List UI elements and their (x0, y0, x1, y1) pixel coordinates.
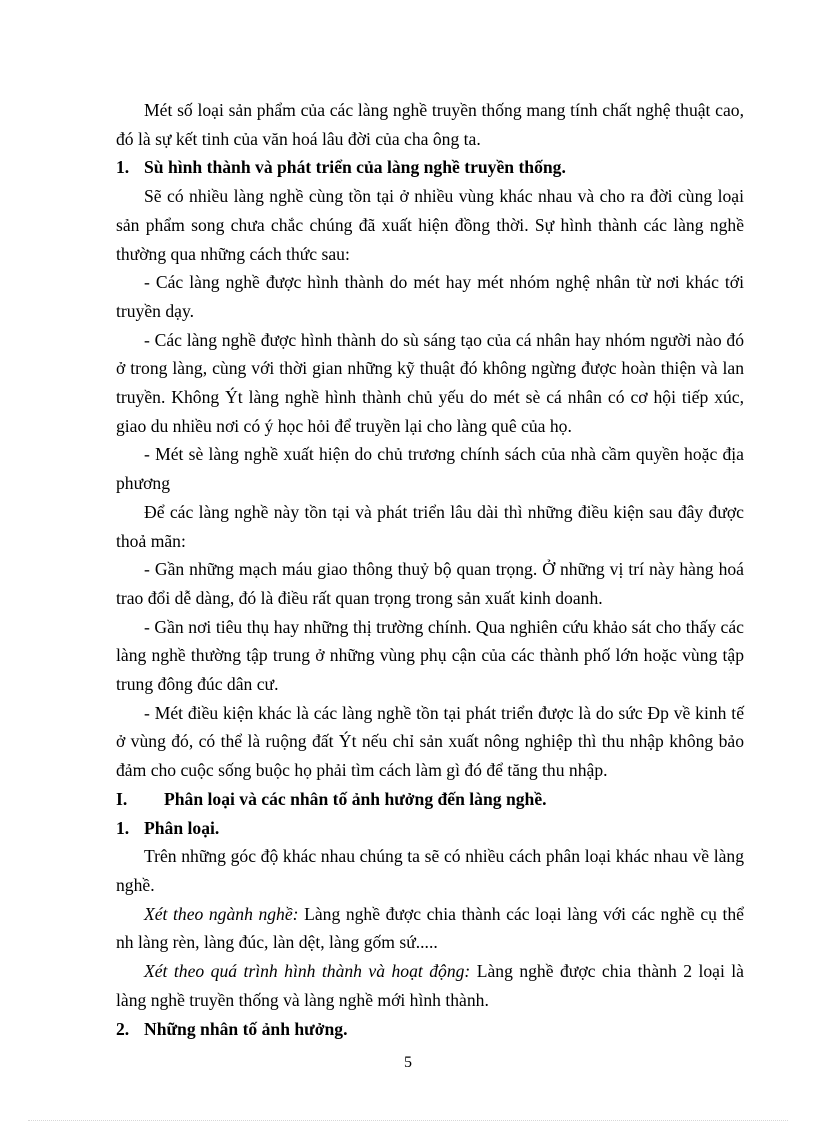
paragraph-text: Làng nghề được chia thành các loại làng với các nghề cụ thể nh làng rèn, làng đúc, làn dệt, làng gốm sứ..... (116, 903, 744, 953)
heading-number: 1. (116, 817, 130, 838)
page-border-dotted (28, 1120, 788, 1121)
paragraph-by-origin (116, 957, 744, 1014)
heading-classification (116, 814, 744, 843)
list-item: - Mét điều kiện khác là các làng nghề tồn tại phát triển được là do sức Ðp về kinh tế ở vùng đó, có thể là ruộng đất Ýt nếu chỉ sản xuất nông nghiệp thì thu nhập không bảo đảm cho cuộc sống buộc họ phải tìm cách làm gì đó để tăng thu nhập. (116, 702, 744, 781)
paragraph-text: Làng nghề được chia thành 2 loại là làng nghề truyền thống và làng nghề mới hình thành. (116, 961, 744, 1010)
heading-number: 2. (116, 1018, 130, 1039)
heading-text: Những nhân tố ảnh hưởng. (144, 1018, 348, 1039)
paragraph-intro: Mét số loại sản phẩm của các làng nghề truyền thống mang tính chất nghệ thuật cao, đó là sự kết tinh của văn hoá lâu đời của cha ông ta. (116, 100, 744, 149)
list-item: - Các làng nghề được hình thành do mét hay mét nhóm nghệ nhân từ nơi khác tới truyền dạy. (116, 272, 744, 321)
paragraph-conditions: Để các làng nghề này tồn tại và phát triển lâu dài thì những điều kiện sau đây được thoả mãn: (116, 501, 744, 551)
italic-label: Xét theo quá trình hình thành và hoạt động: (144, 961, 471, 982)
heading-text: Phân loại. (144, 817, 220, 838)
page-number: 5 (404, 1054, 412, 1071)
list-item: - Gần nơi tiêu thụ hay những thị trường chính. Qua nghiên cứu khảo sát cho thấy các làng nghề thường tập trung ở những vùng phụ cận của các thành phố lớn hoặc vùng tập trung đông đúc dân cư. (116, 616, 744, 695)
paragraph-formation: Sẽ có nhiều làng nghề cùng tồn tại ở nhiều vùng khác nhau và cho ra đời cùng loại sản phẩm song chưa chắc chúng đã xuất hiện đồng thời. Sự hình thành các làng nghề thường qua những cách thức sau: (116, 186, 744, 264)
paragraph-classification: Trên những góc độ khác nhau chúng ta sẽ có nhiều cách phân loại khác nhau về làng nghề. (116, 846, 744, 895)
heading-factors (116, 1015, 744, 1044)
heading-text: Phân loại và các nhân tố ảnh hưởng đến làng nghề. (164, 788, 547, 809)
list-item: - Gần những mạch máu giao thông thuỷ bộ quan trọng. Ở những vị trí này hàng hoá trao đổi dễ dàng, đó là điều rất quan trọng trong sản xuất kinh doanh. (116, 559, 744, 608)
heading-number: 1. (116, 157, 130, 178)
italic-label: Xét theo ngành nghề: (144, 903, 299, 924)
paragraph-by-trade (116, 900, 744, 957)
heading-number: I. (116, 788, 128, 809)
heading-text: Sù hình thành và phát triển của làng nghề truyền thống. (144, 157, 566, 178)
heading-formation (116, 153, 744, 182)
document-page (116, 96, 744, 1043)
heading-classification-factors (116, 785, 744, 814)
list-item: - Các làng nghề được hình thành do sù sáng tạo của cá nhân hay nhóm người nào đó ở trong làng, cùng với thời gian những kỹ thuật đó không ngừng được hoàn thiện và lan truyền. Không Ýt làng nghề hình thành chủ yếu do mét sè cá nhân có cơ hội tiếp xúc, giao du nhiều nơi có ý học hỏi để truyền lại cho làng quê của họ. (116, 329, 744, 436)
list-item: - Mét sè làng nghề xuất hiện do chủ trương chính sách của nhà cầm quyền hoặc địa phương (116, 444, 744, 494)
